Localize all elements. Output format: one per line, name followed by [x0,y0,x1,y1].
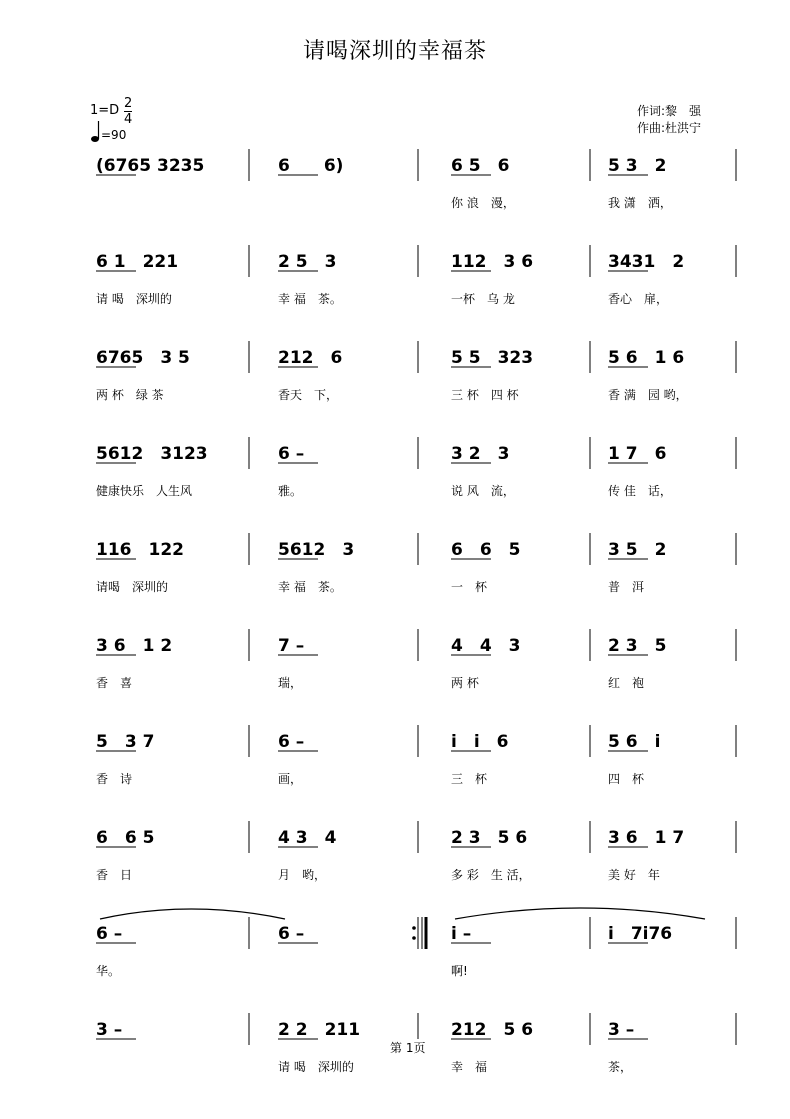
measure-lyric: 一杯 乌 龙 [451,292,515,306]
measure-lyric: 画， [278,772,303,786]
measure-notes: 6 – [278,924,305,944]
measure-notes: 1 7 6 [608,444,667,464]
measure-notes: 6765 3 5 [96,348,190,368]
composer-credit: 作曲:杜洪宁 [637,121,702,135]
measure-notes: 3 2 3 [451,444,510,464]
measure-notes: 5612 3 [278,540,355,560]
measure-notes: 2 5 3 [278,252,337,272]
measure-lyric: 茶， [608,1060,633,1074]
measure-notes: 3 5 2 [608,540,667,560]
measure-lyric: 四 杯 [608,772,645,786]
time-signature-top: 2 [124,96,133,111]
measure-lyric: 啊! [451,964,468,978]
measure-notes: 212 6 [278,348,343,368]
measure-notes: 116 122 [96,540,184,560]
tempo-value: =90 [101,128,127,142]
repeat-dot [412,926,416,930]
measure-lyric: 香心 扉， [608,292,669,306]
measure-notes: 6 5 6 [451,156,510,176]
measure-lyric: 瑞， [278,676,303,690]
measure-lyric: 两 杯 [451,676,479,690]
measure-notes: 6 – [278,732,305,752]
measure-lyric: 两 杯 绿 茶 [96,388,164,402]
measure-notes: 3431 2 [608,252,685,272]
measure-notes: i – [451,924,472,944]
measure-notes: 5612 3123 [96,444,208,464]
tie-arc [455,908,705,919]
measure-lyric: 月 哟， [278,868,327,882]
measure-notes: 2 3 5 [608,636,667,656]
measure-notes: 2 3 5 6 [451,828,528,848]
measure-notes: 3 6 1 2 [96,636,173,656]
measure-lyric: 香 喜 [96,676,133,690]
measure-lyric: 幸 福 茶。 [278,580,342,594]
measure-lyric: 你 浪 漫， [451,196,515,210]
measure-lyric: 美 好 年 [608,868,660,882]
measure-notes: 5 6 i [608,732,661,752]
measure-notes: i 7i76 [608,924,673,944]
song-title: 请喝深圳的幸福茶 [302,39,487,64]
measure-notes: 4 3 4 [278,828,337,848]
measure-notes: 5 3 7 [96,732,155,752]
measure-lyric: 健康快乐 人生风 [96,484,193,498]
measure-lyric: 请 喝 深圳的 [278,1060,354,1074]
measure-lyric: 多 彩 生 活， [451,868,531,882]
measure-lyric: 香 日 [96,868,133,882]
measure-lyric: 香天 下， [278,388,339,402]
measure-notes: 6 6 5 [96,828,155,848]
measure-lyric: 请喝 深圳的 [96,580,169,594]
measure-notes: 6 – [278,444,305,464]
measure-notes: (6765 3235 [96,156,205,176]
repeat-dot [412,936,416,940]
measure-notes: 5 5 323 [451,348,534,368]
measure-lyric: 我 潇 洒， [608,196,672,210]
measure-notes: i i 6 [451,732,509,752]
measure-notes: 3 6 1 7 [608,828,685,848]
measure-lyric: 三 杯 四 杯 [451,388,519,402]
measure-notes: 5 6 1 6 [608,348,685,368]
measure-notes: 7 – [278,636,305,656]
measure-lyric: 请 喝 深圳的 [96,292,172,306]
measure-lyric: 香 满 园 哟， [608,388,688,402]
measure-lyric: 传 佳 话， [608,484,672,498]
measure-notes: 112 3 6 [451,252,534,272]
measure-notes: 6 1 221 [96,252,179,272]
measure-notes: 4 4 3 [451,636,521,656]
measure-notes: 3 – [608,1020,635,1040]
measure-lyric: 普 洱 [608,580,645,594]
measure-notes: 6 6 5 [451,540,521,560]
measure-notes: 5 3 2 [608,156,667,176]
measure-notes: 2 2 211 [278,1020,361,1040]
page-number: 第 1页 [390,1041,426,1055]
measure-lyric: 香 诗 [96,772,133,786]
key-signature: 1=D [90,103,120,118]
lyricist-credit: 作词:黎 强 [637,104,702,118]
measure-lyric: 雅。 [278,484,303,498]
measure-notes: 6 – [96,924,123,944]
measure-notes: 3 – [96,1020,123,1040]
measure-lyric: 说 风 流， [451,484,515,498]
measure-notes: 6 6) [278,156,344,176]
measure-lyric: 一 杯 [451,580,488,594]
time-signature-bottom: 4 [124,112,133,127]
measure-lyric: 三 杯 [451,772,488,786]
tie-arc [100,909,285,919]
measure-notes: 212 5 6 [451,1020,534,1040]
measure-lyric: 幸 福 茶。 [278,292,342,306]
measure-lyric: 华。 [96,964,121,978]
measure-lyric: 幸 福 [451,1060,488,1074]
measure-lyric: 红 袍 [608,676,645,690]
